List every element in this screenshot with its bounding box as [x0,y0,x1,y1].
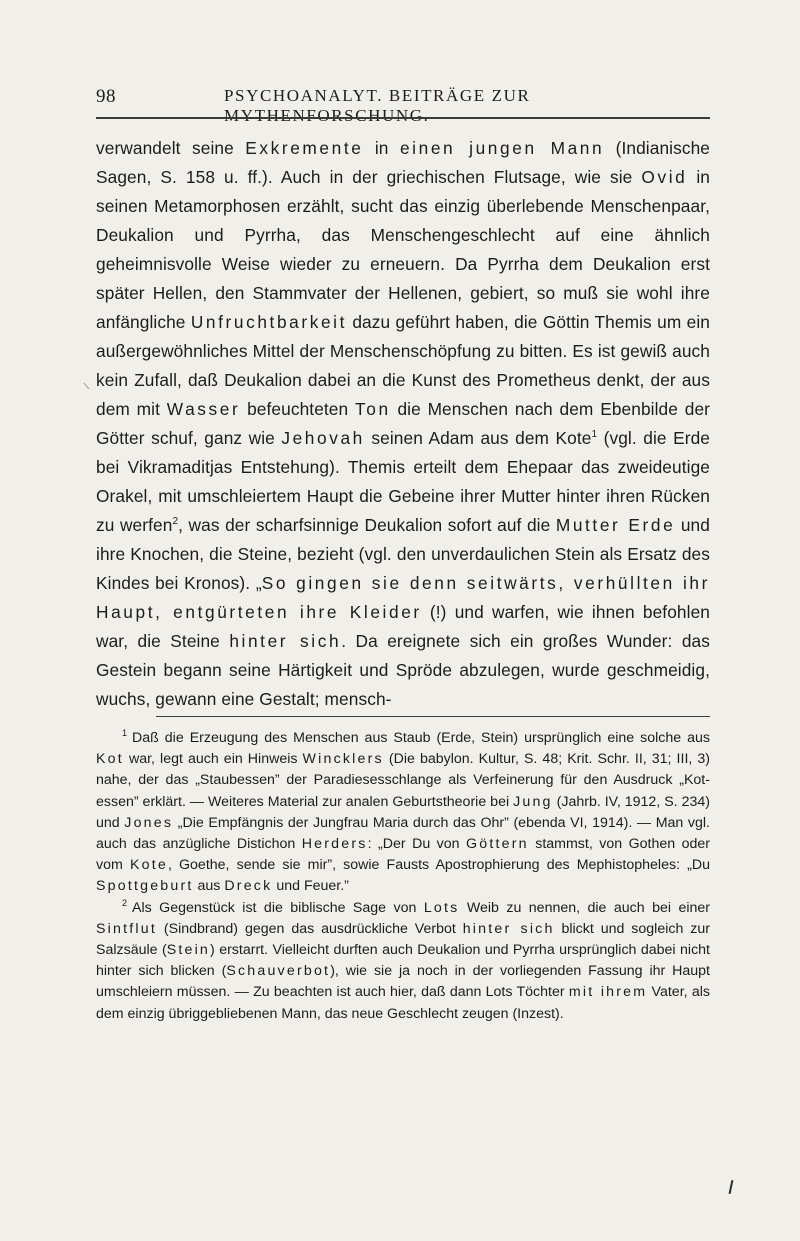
text-run: (vgl. die Erde bei Vikramaditjas Entstehung). Themis erteilt dem Ehepaar das zweideutige Orakel, mit umschleiertem Haupt die Gebeine ihrer Mutter hinter ihren Rücken zu werfen [96,428,710,535]
emphasis-text: hinter sich [462,920,555,937]
emphasis-text: Jehovah [281,428,365,448]
text-run: (Sindbrand) gegen das ausdrückliche Verbot [156,920,463,937]
text-run: , Goethe, sende sie mir”, sowie Fausts Apostrophierung des Mephistopheles: „Du [167,857,710,874]
emphasis-text: Kot [96,751,124,768]
footnotes [96,728,710,1025]
emphasis-text: Unfruchtbarkeit [190,312,348,332]
emphasis-text: Ton [355,399,391,419]
stray-pen-mark [729,1180,734,1194]
text-run: (Indianische Sagen, S. 158 u. ff.). Auch in der griechischen Flutsage, wie sie [96,138,711,187]
footnote-rule [156,716,710,717]
text-run: Daß die Erzeugung des Menschen aus Staub (Erde, Stein) ursprünglich eine solche aus [132,730,710,746]
text-run: blickt und sogleich zur Salzsäule ( [96,920,710,959]
text-run: Als Gegenstück ist die biblische Sage von [132,899,424,916]
text-run: war, legt auch ein Hinweis [123,751,303,768]
text-run: : „Der Du von [367,836,467,853]
emphasis-text: Stein [166,942,211,959]
text-run: , was der scharfsinnige Deukalion sofort auf die [178,515,556,535]
text-run: dazu geführt haben, die Göttin Themis um ein außergewöhnliches Mittel der Menschenschöpfung zu bitten. Es ist gewiß auch kein Zufall, daß Deukalion dabei an die Kunst des Prometheus denkt, der aus dem mit [96,312,710,419]
page-header [96,86,710,125]
text-run: die Menschen nach dem Ebenbilde der Götter schuf, ganz wie [96,399,711,448]
footnote-ref: 1 [591,429,598,441]
emphasis-text: einen jungen Mann [399,138,605,158]
text-run: Vater, als dem einzig übriggebliebenen Mann, das neue Geschlecht zeugen (Inzest). [96,984,710,1022]
emphasis-text: Dreck [224,878,273,895]
emphasis-text: Schauverbot [226,963,331,980]
emphasis-text: Herders [301,836,368,853]
text-run: stammst, von Gothen oder vom [96,836,710,874]
text-run: verwandelt seine [96,138,246,158]
emphasis-text: Mutter Erde [555,515,676,535]
emphasis-text: Wasser [166,399,241,419]
text-run: in seinen Metamorphosen erzählt, sucht das einzig überlebende Menschenpaar, Deukalion und Pyrrha, das Menschengeschlecht auf eine ähnlich geheimnisvolle Weise wieder zu erneuern. Da Pyrrha dem Deukalion erst später Hellen, den Stammvater der Hellenen, gebiert, so muß sie wohl ihre anfängliche [96,167,710,332]
emphasis-text: Exkremente [245,138,364,158]
emphasis-text: Kote [129,857,168,874]
header-rule [96,117,710,119]
emphasis-text: mit ihrem [568,984,648,1001]
emphasis-text: Jung [513,793,553,810]
footnote-1 [96,728,710,898]
footnote-2 [96,898,710,1025]
text-run: Weib zu nennen, die auch bei einer [459,899,710,916]
text-run: . Da ereignete sich ein großes Wunder: das Gestein begann seine Härtigkeit und Spröde abzulegen, wurde geschmeidig, wuchs, gewann eine Gestalt; mensch- [96,631,711,709]
footnote-number: 1 [122,728,128,739]
emphasis-text: Göttern [466,836,529,853]
text-run: „Die Empfängnis der Jungfrau Maria durch das Ohr” (ebenda VI, 1914). — Man vgl. auch das anzügliche Distichon [96,814,710,853]
emphasis-text: Spottgeburt [96,878,194,895]
emphasis-text: Jones [124,814,174,831]
text-run: und ihre Knochen, die Steine, bezieht (vgl. den unverdaulichen Stein als Ersatz des Kindes bei Kronos). „ [96,515,710,593]
emphasis-text: Sintflut [96,920,157,937]
text-run: seinen Adam aus dem Kote [364,428,592,448]
text-run: ), wie sie ja noch in der vorliegenden Fassung ihr Haupt umschleiern müssen. — Zu beachten ist auch hier, daß dann Lots Töchter [96,963,710,1001]
emphasis-text: Wincklers [302,751,384,768]
emphasis-text: Ovid [641,167,688,187]
margin-mark [84,383,90,390]
text-run: in [363,138,400,158]
text-run: aus [193,878,225,895]
text-run: und Feuer.” [272,878,349,895]
body-paragraph [96,134,710,714]
emphasis-text: So gingen sie denn seitwärts, verhüllten ihr Haupt, entgürteten ihre Kleider [96,573,710,622]
footnote-ref: 2 [172,516,179,528]
text-run: befeuchteten [240,399,355,419]
text-run: (Jahrb. IV, 1912, S. 234) und [96,793,710,831]
body-text [96,134,710,714]
text-run: (!) und warfen, wie ihnen befohlen war, die Steine [96,602,710,651]
page-number: 98 [96,86,116,107]
running-head: PSYCHOANALYT. BEITRÄGE ZUR MYTHENFORSCHUNG. [224,86,531,125]
emphasis-text: hinter sich [229,631,342,651]
emphasis-text: Lots [423,899,460,916]
text-run: ) erstarrt. Vielleicht durften auch Deukalion und Pyrrha ursprünglich dabei nicht hinter sich blicken ( [96,942,710,980]
text-run: (Die babylon. Kultur, S. 48; Krit. Schr. II, 31; III, 3) nahe, der das „Staubessen” der Paradiesesschlange als Verfeinerung für den Ausdruck „Kotessen” erklärt. — Weiteres Material zur analen Geburtstheorie bei [96,751,710,810]
footnote-number: 2 [122,897,128,908]
